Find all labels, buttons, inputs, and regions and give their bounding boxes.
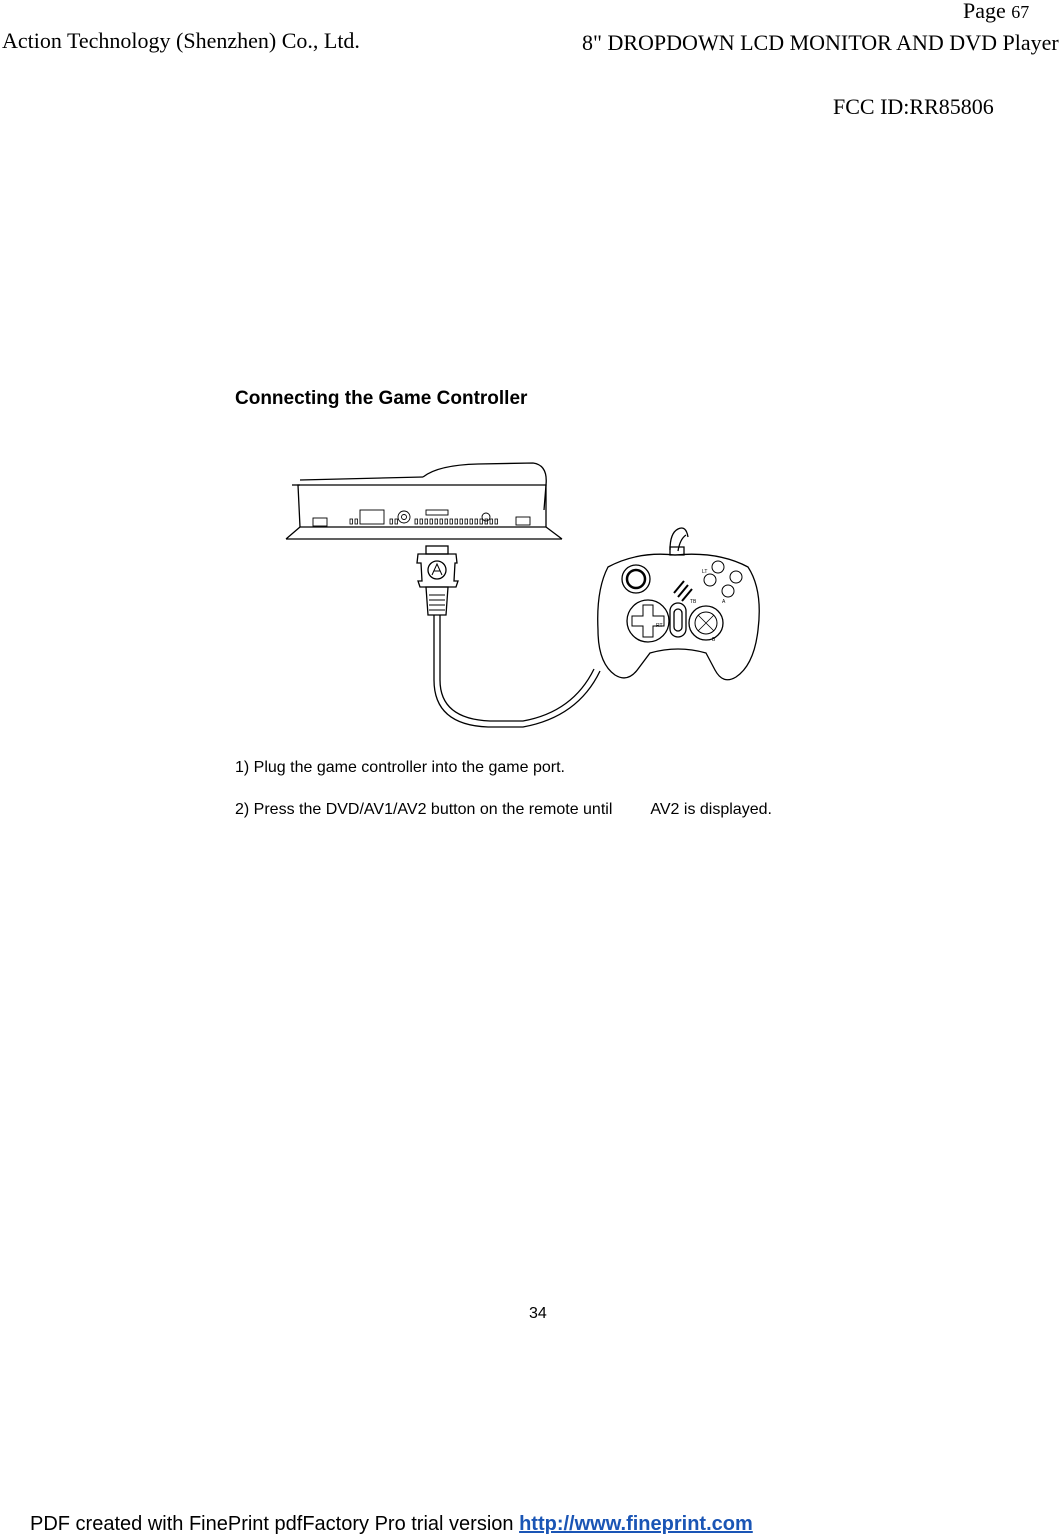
port-pin (490, 519, 493, 524)
controller-label-lt: LT (702, 569, 708, 575)
page-label (963, 0, 1029, 24)
controller-label-a: A (722, 599, 726, 605)
port-pin (455, 519, 458, 524)
footer-text: PDF created with FinePrint pdfFactory Pro trial version (30, 1513, 514, 1535)
step-2-text: 2) Press the DVD/AV1/AV2 button on the remote until (235, 801, 613, 818)
connection-diagram (278, 455, 778, 735)
port-pin (420, 519, 423, 524)
monitor-unit (286, 463, 562, 539)
port-pin (495, 519, 498, 524)
step-2-result: AV2 is displayed. (650, 801, 772, 818)
port-pin (430, 519, 433, 524)
port-pin (480, 519, 483, 524)
product-title: 8" DROPDOWN LCD MONITOR AND DVD Player (582, 30, 1059, 55)
company-name: Action Technology (Shenzhen) Co., Ltd. (2, 28, 360, 53)
port-pin (445, 519, 448, 524)
port-pin (425, 519, 428, 524)
page-number: 67 (1011, 2, 1030, 22)
step-1: 1) Plug the game controller into the game port. (235, 759, 565, 776)
page-word: Page (963, 0, 1006, 23)
port-pin (350, 519, 353, 524)
port-pin (355, 519, 358, 524)
port-pin (470, 519, 473, 524)
game-controller (598, 528, 760, 680)
step-2 (235, 801, 772, 819)
page-footer-number: 34 (529, 1305, 547, 1322)
port-pin (390, 519, 393, 524)
port-pin (440, 519, 443, 524)
port-pin (415, 519, 418, 524)
port-pin (485, 519, 488, 524)
pdf-footer (30, 1513, 753, 1536)
footer-link[interactable]: http://www.fineprint.com (519, 1513, 753, 1535)
controller-cable (434, 615, 600, 727)
port-pin (435, 519, 438, 524)
port-pin (450, 519, 453, 524)
port-pin (460, 519, 463, 524)
port-pin (475, 519, 478, 524)
port-pin (395, 519, 398, 524)
controller-label-rt: RT (656, 623, 663, 629)
port-pin (465, 519, 468, 524)
controller-label-b: B (712, 637, 716, 643)
section-title: Connecting the Game Controller (235, 388, 528, 409)
controller-label-tb: TB (690, 599, 697, 605)
fcc-id: FCC ID:RR85806 (833, 94, 994, 119)
game-connector-plug (417, 546, 458, 615)
